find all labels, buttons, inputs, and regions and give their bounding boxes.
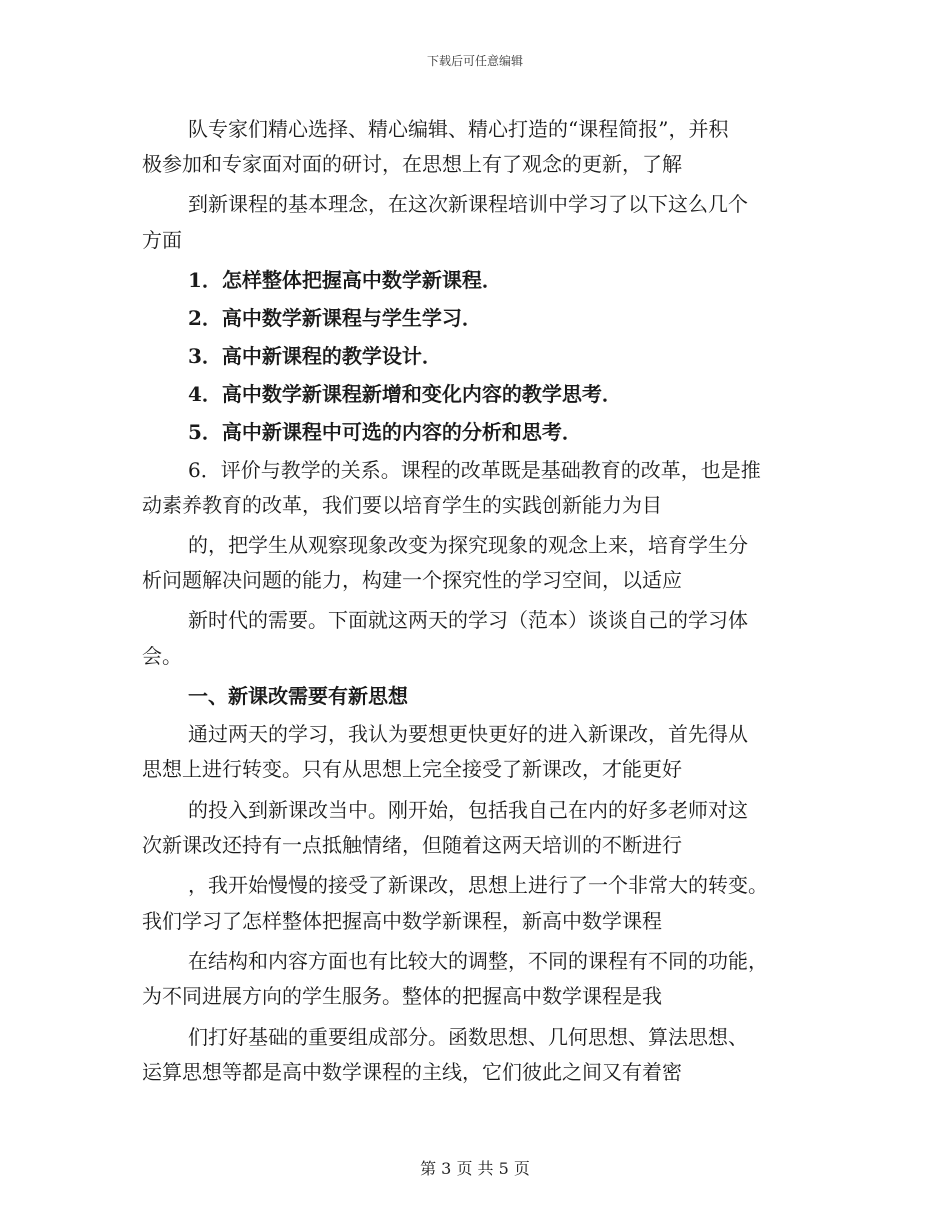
text-line: 6．评价与教学的关系。课程的改革既是基础教育的改革，也是推 bbox=[188, 458, 761, 482]
list-item: 5．高中新课程中可选的内容的分析和思考． bbox=[188, 420, 582, 444]
text-line: 们打好基础的重要组成部分。函数思想、几何思想、算法思想、 bbox=[188, 1025, 748, 1049]
page-footer: 第 3 页 共 5 页 bbox=[420, 1159, 530, 1178]
list-item: 3．高中新课程的教学设计． bbox=[188, 344, 442, 368]
text-line: 新时代的需要。下面就这两天的学习（范本）谈谈自己的学习体 bbox=[188, 608, 748, 632]
list-item: 1．怎样整体把握高中数学新课程． bbox=[188, 268, 502, 292]
text-line: 的投入到新课改当中。刚开始，包括我自己在内的好多老师对这 bbox=[188, 798, 748, 822]
text-line: 运算思想等都是高中数学课程的主线，它们彼此之间又有着密 bbox=[142, 1060, 682, 1084]
text-line: 为不同进展方向的学生服务。整体的把握高中数学课程是我 bbox=[142, 984, 662, 1008]
text-line: 通过两天的学习，我认为要想更快更好的进入新课改，首先得从 bbox=[188, 722, 748, 746]
text-line: 方面 bbox=[142, 228, 182, 252]
page-header: 下载后可任意编辑 bbox=[426, 54, 523, 68]
text-line: 到新课程的基本理念，在这次新课程培训中学习了以下这么几个 bbox=[188, 192, 748, 216]
text-line: 我们学习了怎样整体把握高中数学新课程，新高中数学课程 bbox=[142, 909, 662, 933]
text-line: 在结构和内容方面也有比较大的调整，不同的课程有不同的功能， bbox=[188, 949, 768, 973]
text-line: 队专家们精心选择、精心编辑、精心打造的“课程简报”，并积 bbox=[188, 117, 729, 141]
section-heading: 一、新课改需要有新思想 bbox=[188, 684, 408, 708]
text-line: 析问题解决问题的能力，构建一个探究性的学习空间，以适应 bbox=[142, 568, 682, 592]
text-line: 次新课改还持有一点抵触情绪，但随着这两天培训的不断进行 bbox=[142, 833, 682, 857]
text-line: 动素养教育的改革，我们要以培育学生的实践创新能力为目 bbox=[142, 493, 662, 517]
text-line: 会。 bbox=[142, 644, 182, 668]
text-line: 极参加和专家面对面的研讨，在思想上有了观念的更新，了解 bbox=[142, 152, 682, 176]
text-line: 的，把学生从观察现象改变为探究现象的观念上来，培育学生分 bbox=[188, 533, 748, 557]
list-item: 4．高中数学新课程新增和变化内容的教学思考． bbox=[188, 382, 622, 406]
text-line: ，我开始慢慢的接受了新课改，思想上进行了一个非常大的转变。 bbox=[188, 873, 768, 897]
list-item: 2．高中数学新课程与学生学习． bbox=[188, 306, 482, 330]
text-line: 思想上进行转变。只有从思想上完全接受了新课改，才能更好 bbox=[142, 757, 682, 781]
